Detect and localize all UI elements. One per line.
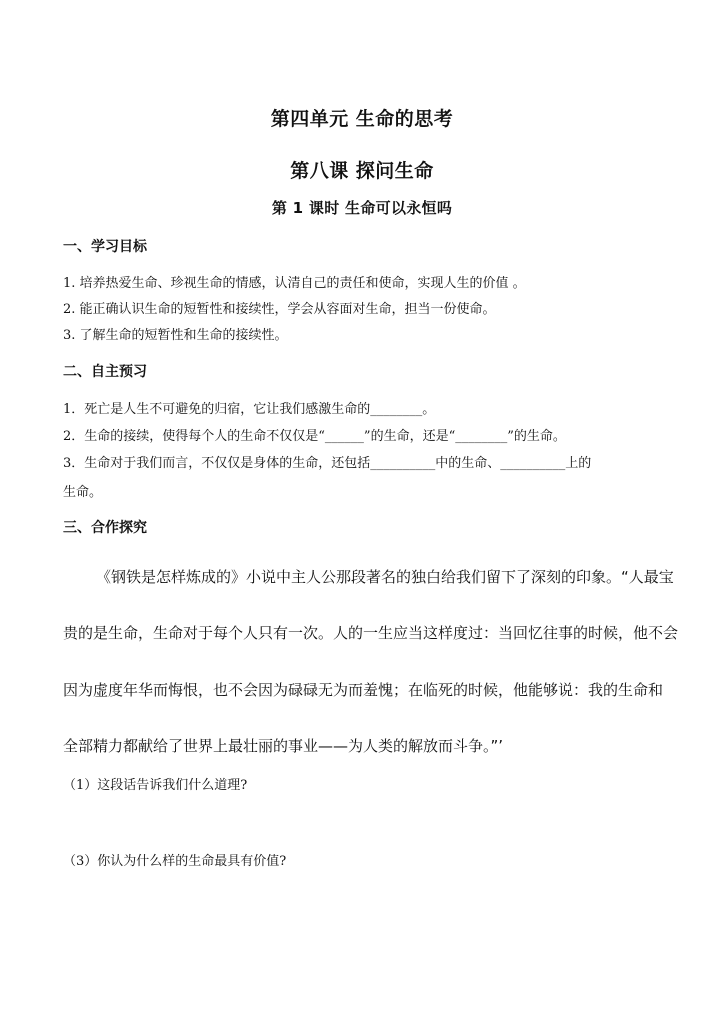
section-heading-self-study: 二、自主预习 — [63, 364, 147, 380]
period-title: 第 1 课时 生命可以永恒吗 — [271, 199, 453, 217]
preview-item-continuation: 生命。 — [63, 485, 103, 500]
lesson-title: 第八课 探问生命 — [290, 160, 434, 182]
section-heading-cooperative-inquiry: 三、合作探究 — [63, 520, 147, 536]
goal-item: 1. 培养热爱生命、珍视生命的情感，认清自己的责任和使命，实现人生的价值 。 — [63, 276, 526, 291]
goal-item: 2. 能正确认识生命的短暂性和接续性，学会从容面对生命，担当一份使命。 — [63, 302, 496, 317]
passage-line: 贵的是生命，生命对于每个人只有一次。人的一生应当这样度过：当回忆往事的时候，他不会 — [63, 624, 679, 642]
section-heading-learning-goals: 一、学习目标 — [63, 239, 147, 255]
unit-title: 第四单元 生命的思考 — [270, 108, 454, 130]
preview-item: 3．生命对于我们而言，不仅仅是身体的生命，还包括__________中的生命、__________上的 — [63, 456, 592, 471]
passage-line: 全部精力都献给了世界上最壮丽的事业——为人类的解放而斗争。”’ — [63, 737, 504, 755]
passage-line: 因为虚度年华而悔恨，也不会因为碌碌无为而羞愧；在临死的时候，他能够说：我的生命和 — [63, 681, 664, 699]
preview-item: 2．生命的接续，使得每个人的生命不仅仅是“______”的生命，还是“________”的生命。 — [63, 429, 566, 444]
passage-line: 《钢铁是怎样炼成的》小说中主人公那段著名的独白给我们留下了深刻的印象。“人最宝 — [96, 568, 674, 586]
preview-item: 1．死亡是人生不可避免的归宿，它让我们感激生命的________。 — [63, 402, 436, 417]
question-1: （1）这段话告诉我们什么道理? — [63, 778, 248, 793]
question-3: （3）你认为什么样的生命最具有价值? — [63, 854, 287, 869]
goal-item: 3. 了解生命的短暂性和生命的接续性。 — [63, 328, 288, 343]
